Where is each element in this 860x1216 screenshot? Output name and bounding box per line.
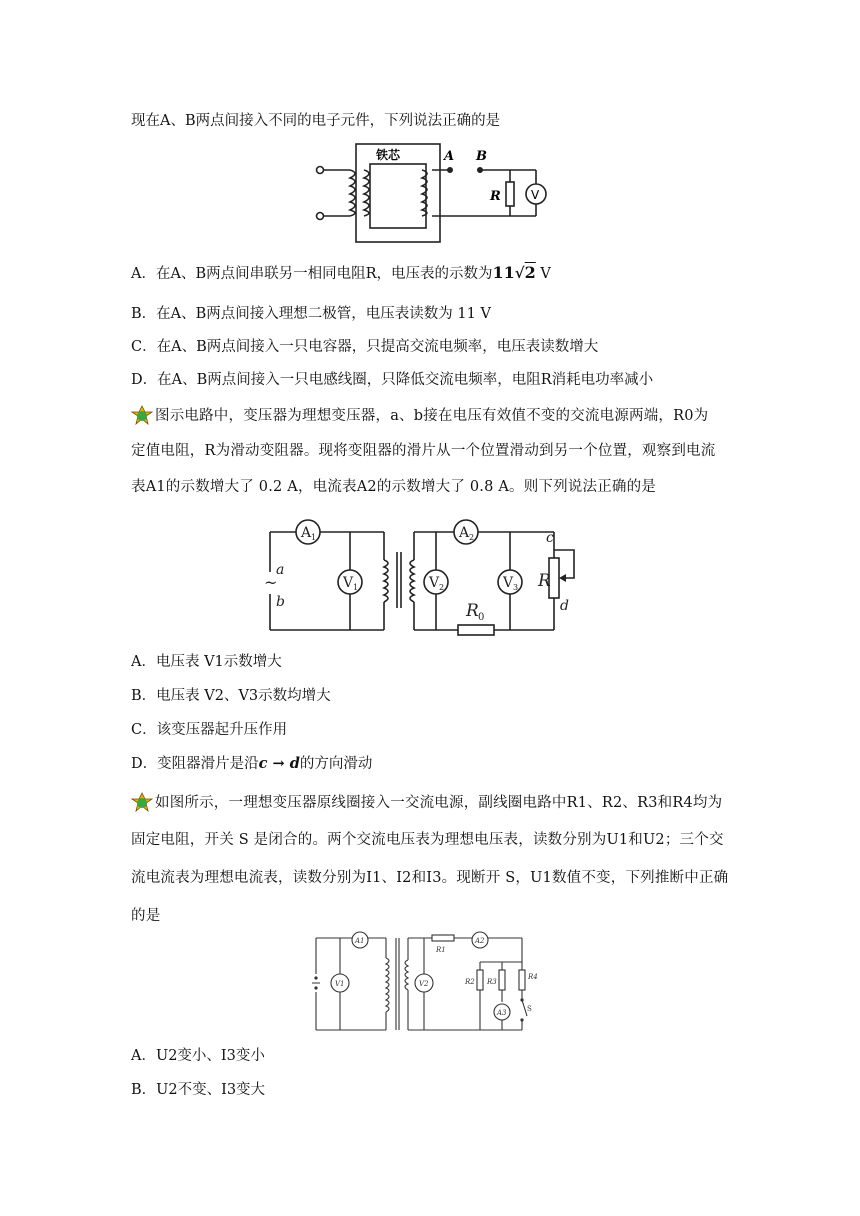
slider-end-c-label: c — [546, 530, 554, 546]
voltmeter-v2-label: V — [429, 575, 440, 591]
q3-stem-line3: 表A1的示数增大了 0.2 A，电流表A2的示数增大了 0.8 A。则下列说法正确的是 — [131, 479, 656, 495]
q4-option-b: B．U2不变、I3变大 — [131, 1082, 266, 1098]
switch-s-label: S — [527, 1005, 532, 1013]
voltmeter-v1-label: V — [343, 575, 354, 591]
q3-option-c: C．该变压器起升压作用 — [131, 722, 288, 738]
q4-stem-line3: 流电流表为理想电流表，读数分别为I1、I2和I3。现断开 S，U1数值不变，下列推断中正确 — [131, 870, 729, 886]
question-number-badge-icon — [131, 405, 153, 425]
voltmeter-v3-label: V — [503, 575, 514, 591]
resistor-r3-label: R3 — [487, 978, 497, 986]
q3-option-a: A．电压表 V1示数增大 — [131, 654, 282, 670]
point-b-label: B — [476, 149, 487, 164]
voltmeter-v1-label: V1 — [335, 980, 345, 988]
q3-stem-line1: 图示电路中，变压器为理想变压器，a、b接在电压有效值不变的交流电源两端，R0为 — [131, 405, 708, 426]
resistor-r-label: R — [490, 189, 501, 204]
svg-text:0: 0 — [478, 612, 485, 623]
question-number-badge-icon — [131, 792, 153, 812]
q3-option-d: D．变阻器滑片是沿c → d的方向滑动 — [131, 755, 373, 772]
resistor-r0-label: R — [466, 601, 479, 621]
slider-end-d-label: d — [560, 598, 569, 614]
ammeter-a2-label: A2 — [475, 937, 485, 945]
q3-stem-line2: 定值电阻，R为滑动变阻器。现将变阻器的滑片从一个位置滑动到另一个位置，观察到电流 — [131, 443, 716, 459]
terminal-a-label: a — [276, 562, 285, 578]
resistor-r4-label: R4 — [528, 973, 538, 981]
svg-text:2: 2 — [439, 583, 445, 592]
q2-option-b: B．在A、B两点间接入理想二极管，电压表读数为 11 V — [131, 306, 491, 322]
q3-circuit-figure — [262, 512, 584, 636]
svg-text:1: 1 — [311, 533, 317, 542]
q3-option-b: B．电压表 V2、V3示数均增大 — [131, 688, 331, 704]
resistor-r1-label: R1 — [436, 946, 446, 954]
q2-stem: 现在A、B两点间接入不同的电子元件，下列说法正确的是 — [131, 113, 501, 129]
ammeter-a2-label: A — [459, 525, 470, 541]
iron-core-label: 铁芯 — [376, 148, 401, 162]
resistor-r2-label: R2 — [465, 978, 475, 986]
ammeter-a1-label: A — [301, 525, 312, 541]
svg-text:1: 1 — [353, 583, 359, 592]
q2-option-c: C．在A、B两点间接入一只电容器，只提高交流电频率，电压表读数增大 — [131, 339, 599, 355]
voltmeter-v2-label: V2 — [419, 980, 429, 988]
q4-option-a: A．U2变小、I3变小 — [131, 1048, 265, 1064]
rheostat-r-label: R — [538, 571, 551, 591]
q4-stem-line4: 的是 — [131, 908, 161, 924]
svg-text:3: 3 — [513, 583, 519, 592]
q2-option-d: D．在A、B两点间接入一只电感线圈，只降低交流电频率，电阻R消耗电功率减小 — [131, 372, 654, 388]
q4-stem-line2: 固定电阻，开关 S 是闭合的。两个交流电压表为理想电压表，读数分别为U1和U2；三个交 — [131, 832, 724, 848]
voltmeter-label: V — [531, 188, 540, 202]
q4-stem-line1: 如图所示，一理想变压器原线圈接入一交流电源，副线圈电路中R1、R2、R3和R4均为 — [131, 792, 722, 813]
q4-circuit-figure — [308, 930, 552, 1036]
terminal-b-label: b — [276, 594, 285, 610]
ac-source-icon: ~ — [264, 573, 278, 592]
q2-option-a: A．在A、B两点间串联另一相同电阻R，电压表的示数为11√2 V — [131, 263, 551, 282]
ammeter-a3-label: A3 — [497, 1009, 507, 1017]
svg-text:2: 2 — [469, 533, 475, 542]
point-a-label: A — [444, 149, 455, 164]
ammeter-a1-label: A1 — [355, 937, 365, 945]
q2-transformer-figure — [310, 140, 550, 246]
